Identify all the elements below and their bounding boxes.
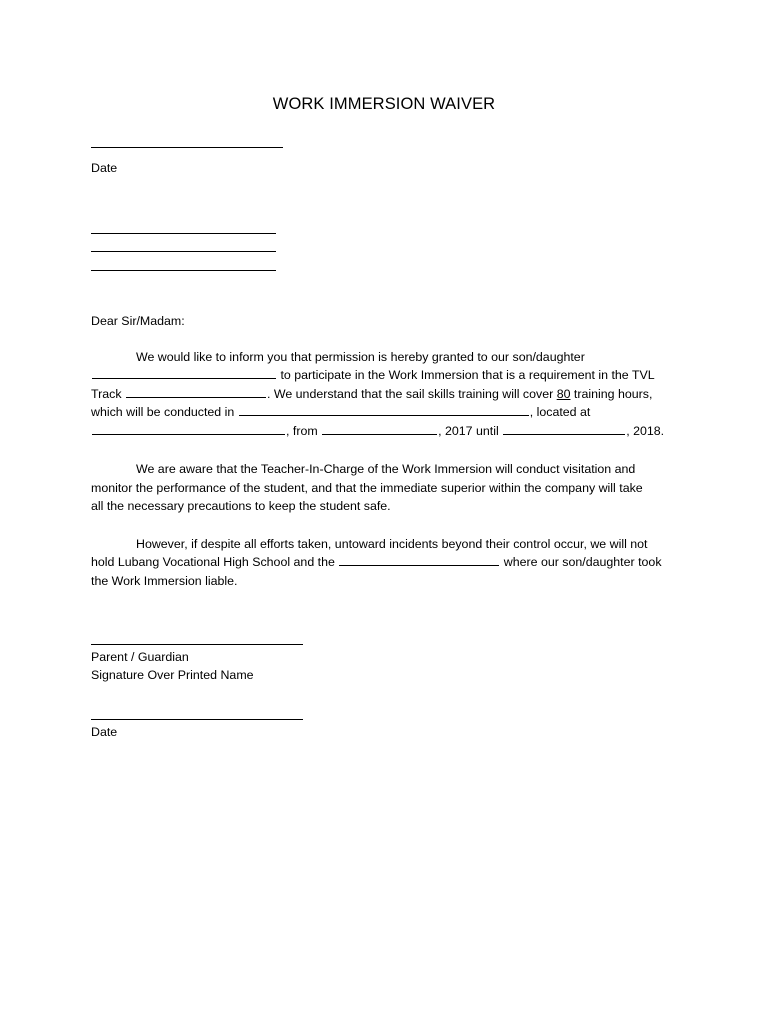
p2-line-2: monitor the performance of the student, and that the immediate superior within the company will take bbox=[91, 481, 643, 495]
signature-blank bbox=[91, 644, 303, 645]
p1-line-1 bbox=[136, 351, 585, 363]
p2-line-3: all the necessary precautions to keep the student safe. bbox=[91, 499, 391, 513]
track-blank bbox=[126, 396, 266, 398]
company-name-blank bbox=[339, 564, 499, 566]
company-blank bbox=[239, 414, 529, 416]
p1-line-4 bbox=[91, 406, 590, 418]
p3-line-2-before: hold Lubang Vocational High School and the bbox=[91, 555, 339, 569]
date-blank-bottom bbox=[91, 719, 303, 720]
student-name-blank bbox=[92, 377, 276, 379]
p1-line-1-text: We would like to inform you that permission is hereby granted to our son/daughter bbox=[136, 350, 585, 364]
p1-line-2-text: to participate in the Work Immersion that is a requirement in the TVL bbox=[277, 368, 655, 382]
p3-line-1: However, if despite all efforts taken, untoward incidents beyond their control occur, we will not bbox=[136, 537, 648, 551]
end-date-blank bbox=[503, 433, 625, 435]
p1-line-4-after: , located at bbox=[529, 405, 591, 419]
date-label-top: Date bbox=[91, 161, 118, 175]
p2-line-1: We are aware that the Teacher-In-Charge of the Work Immersion will conduct visitation and bbox=[136, 462, 636, 476]
address-blank-1 bbox=[91, 233, 276, 234]
p1-line-5-end: , 2018. bbox=[626, 424, 665, 438]
document-title: WORK IMMERSION WAIVER bbox=[272, 95, 496, 113]
address-blank-2 bbox=[91, 251, 276, 252]
p3-line-3: the Work Immersion liable. bbox=[91, 574, 238, 588]
signature-caption: Signature Over Printed Name bbox=[91, 668, 254, 682]
p3-line-2 bbox=[91, 556, 662, 568]
training-hours-value: 80 bbox=[556, 387, 571, 401]
p1-line-3 bbox=[91, 388, 652, 400]
p1-line-5 bbox=[91, 425, 664, 437]
p1-line-3-after: training hours, bbox=[570, 387, 653, 401]
p1-line-5-until: , 2017 until bbox=[438, 424, 503, 438]
p1-line-4-before: which will be conducted in bbox=[91, 405, 238, 419]
date-blank-top bbox=[91, 147, 283, 148]
start-date-blank bbox=[322, 433, 437, 435]
p1-line-2 bbox=[91, 369, 655, 381]
p1-line-3-mid: . We understand that the sail skills training will cover bbox=[266, 387, 557, 401]
p1-line-3-before: Track bbox=[91, 387, 125, 401]
salutation: Dear Sir/Madam: bbox=[91, 314, 185, 328]
location-blank bbox=[92, 433, 285, 435]
address-blank-3 bbox=[91, 270, 276, 271]
p1-line-5-from: , from bbox=[286, 424, 322, 438]
p3-line-2-after: where our son/daughter took bbox=[500, 555, 662, 569]
date-label-bottom: Date bbox=[91, 725, 118, 739]
signature-role-label: Parent / Guardian bbox=[91, 650, 189, 664]
